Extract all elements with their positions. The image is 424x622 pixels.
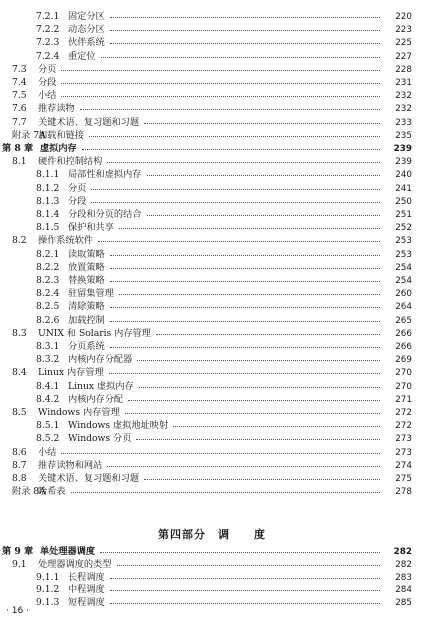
toc-entry-page: 240 bbox=[395, 170, 412, 181]
toc-entry-title: Windows 分页 bbox=[68, 433, 132, 445]
dot-leader bbox=[107, 162, 380, 163]
dot-leader bbox=[110, 578, 380, 579]
toc-entry-page: 251 bbox=[395, 210, 412, 220]
toc-entry-page: 223 bbox=[395, 25, 412, 36]
dot-leader bbox=[110, 281, 380, 282]
dot-leader bbox=[80, 109, 380, 110]
toc-entry-title: 加载和链接 bbox=[38, 129, 84, 141]
toc-entry-number: 8.1.4 bbox=[36, 209, 60, 220]
toc-entry-number: 8.2.5 bbox=[36, 301, 60, 313]
dot-leader bbox=[89, 136, 380, 137]
toc-entry-page: 264 bbox=[395, 302, 412, 313]
toc-entry-page: 285 bbox=[395, 598, 412, 609]
toc-entry-number: 7.4 bbox=[12, 77, 27, 88]
toc-entry bbox=[0, 595, 424, 611]
toc-entry-number: 9.1.1 bbox=[36, 571, 60, 583]
toc-entry-number: 8.1.1 bbox=[36, 169, 60, 181]
dot-leader bbox=[125, 413, 380, 414]
dot-leader bbox=[128, 400, 380, 401]
dot-leader bbox=[139, 387, 380, 388]
toc-entry-page: 252 bbox=[395, 223, 412, 234]
toc-entry-title: 替换策略 bbox=[68, 275, 105, 286]
dot-leader bbox=[110, 307, 380, 308]
toc-entry-number: 8.1.5 bbox=[36, 222, 60, 234]
dot-leader bbox=[110, 30, 380, 31]
dot-leader bbox=[110, 255, 380, 256]
toc-entry-page: 266 bbox=[395, 342, 412, 352]
dot-leader bbox=[91, 189, 380, 190]
toc-entry-title: 内核内存分配器 bbox=[68, 354, 133, 366]
toc-entry-number: 8.8 bbox=[12, 473, 27, 484]
toc-entry-title: 局部性和虚拟内存 bbox=[68, 169, 142, 181]
toc-entry-title: 中程调度 bbox=[68, 584, 105, 596]
toc-entry-title: 关键术语、复习题和习题 bbox=[38, 116, 140, 128]
toc-entry-page: 239 bbox=[393, 144, 412, 154]
toc-entry-number: 8.1.3 bbox=[36, 195, 60, 207]
dot-leader bbox=[98, 241, 380, 242]
toc-entry-number: 7.2.2 bbox=[36, 24, 60, 36]
dot-leader bbox=[109, 373, 380, 374]
dot-leader bbox=[100, 552, 380, 553]
toc-entry-number: 8.2.4 bbox=[36, 288, 60, 300]
toc-entry-number: 附录 8A bbox=[12, 486, 46, 498]
dot-leader bbox=[110, 590, 380, 591]
toc-entry-number: 7.2.1 bbox=[36, 11, 60, 22]
dot-leader bbox=[173, 426, 380, 427]
toc-entry-number: 8.7 bbox=[12, 459, 27, 471]
toc-entry-page: 282 bbox=[393, 547, 412, 557]
toc-entry-page: 241 bbox=[395, 183, 412, 194]
toc-entry-number: 8.5.1 bbox=[36, 420, 60, 432]
toc-entry-title: 放置策略 bbox=[68, 261, 105, 273]
toc-entry-title: 分段 bbox=[68, 195, 87, 207]
toc-entry-page: 269 bbox=[395, 355, 412, 366]
toc-entry-title: 分页 bbox=[68, 182, 87, 194]
part-heading: 第四部分 调 度 bbox=[158, 528, 266, 541]
dot-leader bbox=[110, 347, 380, 348]
toc-entry-title: Windows 内存管理 bbox=[38, 407, 120, 418]
toc-entry-page: 253 bbox=[395, 249, 412, 260]
toc-entry-number: 8.2.3 bbox=[36, 275, 60, 286]
toc-entry-title: 处理器调度的类型 bbox=[38, 558, 112, 570]
toc-entry-title: 内核内存分配 bbox=[68, 393, 124, 405]
toc-entry-page: 239 bbox=[395, 157, 412, 168]
dot-leader bbox=[61, 70, 380, 71]
toc-entry-title: 分段 bbox=[38, 77, 57, 88]
toc-entry-title: 保护和共享 bbox=[68, 222, 114, 234]
toc-entry-page: 232 bbox=[395, 91, 412, 102]
toc-entry-number: 9.1 bbox=[12, 558, 27, 570]
dot-leader bbox=[110, 268, 380, 269]
dot-leader bbox=[156, 334, 380, 335]
toc-entry-page: 284 bbox=[395, 585, 412, 596]
toc-entry-number: 8.2 bbox=[12, 235, 27, 247]
toc-entry-title: 推荐读物 bbox=[38, 103, 75, 115]
toc-entry-number: 8.2.1 bbox=[36, 248, 60, 260]
toc-entry-number: 8.4.1 bbox=[36, 380, 60, 392]
toc-entry-number: 8.6 bbox=[12, 446, 27, 458]
dot-leader bbox=[117, 565, 380, 566]
toc-entry-page: 235 bbox=[395, 130, 412, 141]
toc-entry-number: 7.2.4 bbox=[36, 50, 60, 62]
dot-leader bbox=[61, 96, 380, 97]
toc-entry-page: 271 bbox=[395, 394, 412, 405]
dot-leader bbox=[61, 83, 380, 84]
page-number-footer: · 16 · bbox=[6, 606, 29, 616]
toc-entry-title: 读取策略 bbox=[68, 248, 105, 260]
toc-entry-number: 第 8 章 bbox=[2, 143, 34, 154]
toc-entry-number: 8.2.2 bbox=[36, 261, 60, 273]
dot-leader bbox=[147, 215, 380, 216]
toc-entry-page: 260 bbox=[395, 289, 412, 300]
toc-entry-number: 8.1.2 bbox=[36, 182, 60, 194]
toc-entry-title: Windows 虚拟地址映射 bbox=[68, 420, 169, 432]
toc-entry-title: 推荐读物和网站 bbox=[38, 459, 103, 471]
dot-leader bbox=[110, 603, 380, 604]
toc-entry-page: 250 bbox=[395, 196, 412, 207]
toc-entry-page: 233 bbox=[395, 117, 412, 128]
toc-entry-title: 短程调度 bbox=[68, 597, 105, 609]
toc-entry-page: 231 bbox=[395, 78, 412, 88]
toc-entry-number: 8.2.6 bbox=[36, 314, 60, 326]
toc-entry-page: 272 bbox=[395, 408, 412, 418]
toc-entry-title: 驻留集管理 bbox=[68, 288, 114, 300]
toc-entry-title: 固定分区 bbox=[68, 11, 105, 22]
toc-entry-number: 8.1 bbox=[12, 156, 27, 168]
toc-entry-title: 操作系统软件 bbox=[38, 235, 94, 247]
toc-entry bbox=[0, 484, 424, 500]
toc-entry-title: 哈希表 bbox=[38, 486, 66, 498]
toc-entry-page: 225 bbox=[395, 38, 412, 49]
dot-leader bbox=[110, 321, 380, 322]
dot-leader bbox=[144, 479, 380, 480]
dot-leader bbox=[101, 57, 380, 58]
toc-entry-page: 266 bbox=[395, 328, 412, 339]
toc-entry-title: 分页 bbox=[38, 63, 57, 75]
toc-entry-number: 9.1.2 bbox=[36, 584, 60, 596]
toc-entry-number: 8.4 bbox=[12, 367, 27, 379]
toc-entry-title: 分段和分页的结合 bbox=[68, 209, 142, 220]
toc-entry-number: 9.1.3 bbox=[36, 597, 60, 609]
dot-leader bbox=[61, 453, 380, 454]
toc-entry-number: 8.3.1 bbox=[36, 341, 60, 352]
dot-leader bbox=[136, 439, 380, 440]
toc-entry-title: 加载控制 bbox=[68, 314, 105, 326]
toc-entry-number: 8.3 bbox=[12, 327, 27, 339]
toc-entry-title: Linux 虚拟内存 bbox=[68, 380, 134, 392]
dot-leader bbox=[107, 466, 380, 467]
toc-entry-page: 272 bbox=[395, 421, 412, 432]
toc-entry-title: 硬件和控制结构 bbox=[38, 156, 103, 168]
toc-entry-number: 第 9 章 bbox=[2, 546, 34, 557]
toc-entry-page: 273 bbox=[395, 447, 412, 458]
toc-entry-title: 动态分区 bbox=[68, 24, 105, 36]
dot-leader bbox=[144, 123, 380, 124]
toc-entry-number: 8.4.2 bbox=[36, 393, 60, 405]
toc-entry-title: 单处理器调度 bbox=[40, 546, 96, 557]
toc-entry-title: 关键术语、复习题和习题 bbox=[38, 473, 140, 484]
toc-entry-number: 7.2.3 bbox=[36, 37, 60, 49]
toc-entry-title: 清除策略 bbox=[68, 301, 105, 313]
toc-entry-page: 253 bbox=[395, 236, 412, 247]
toc-entry-title: 伙伴系统 bbox=[68, 37, 105, 49]
toc-entry-title: 虚拟内存 bbox=[40, 143, 77, 154]
dot-leader bbox=[137, 360, 380, 361]
toc-entry-page: 270 bbox=[395, 368, 412, 379]
toc-entry-page: 254 bbox=[395, 262, 412, 273]
toc-entry-page: 232 bbox=[395, 104, 412, 115]
toc-entry-title: 重定位 bbox=[68, 50, 96, 62]
dot-leader bbox=[110, 43, 380, 44]
toc-entry-title: Linux 内存管理 bbox=[38, 367, 104, 379]
toc-entry-number: 8.3.2 bbox=[36, 354, 60, 366]
toc-entry-number: 8.5.2 bbox=[36, 433, 60, 445]
toc-entry-page: 274 bbox=[395, 460, 412, 471]
toc-entry-page: 283 bbox=[395, 572, 412, 583]
toc-entry-title: 小结 bbox=[38, 90, 57, 102]
toc-entry-page: 220 bbox=[395, 12, 412, 22]
toc-entry-page: 278 bbox=[395, 487, 412, 498]
toc-entry-number: 8.5 bbox=[12, 407, 27, 418]
dot-leader bbox=[71, 492, 380, 493]
toc-entry-page: 273 bbox=[395, 434, 412, 445]
toc-entry-number: 7.6 bbox=[12, 103, 27, 115]
toc-entry-number: 7.3 bbox=[12, 63, 27, 75]
dot-leader bbox=[119, 294, 380, 295]
dot-leader bbox=[110, 17, 380, 18]
toc-entry-number: 7.7 bbox=[12, 116, 27, 128]
toc-entry-page: 275 bbox=[395, 474, 412, 484]
dot-leader bbox=[82, 149, 380, 150]
dot-leader bbox=[91, 202, 380, 203]
toc-entry-title: 小结 bbox=[38, 446, 57, 458]
toc-entry-page: 227 bbox=[395, 51, 412, 62]
toc-entry-number: 7.5 bbox=[12, 90, 27, 102]
toc-entry-page: 254 bbox=[395, 276, 412, 286]
toc-entry-page: 228 bbox=[395, 64, 412, 75]
toc-entry-number: 附录 7A bbox=[12, 129, 46, 141]
toc-entry-title: 长程调度 bbox=[68, 571, 105, 583]
toc-entry-title: 分页系统 bbox=[68, 341, 105, 352]
dot-leader bbox=[147, 175, 380, 176]
toc-entry-page: 270 bbox=[395, 381, 412, 392]
toc-entry-page: 265 bbox=[395, 315, 412, 326]
toc-entry-page: 282 bbox=[395, 559, 412, 570]
dot-leader bbox=[119, 228, 380, 229]
toc-entry-title: UNIX 和 Solaris 内存管理 bbox=[38, 327, 151, 339]
